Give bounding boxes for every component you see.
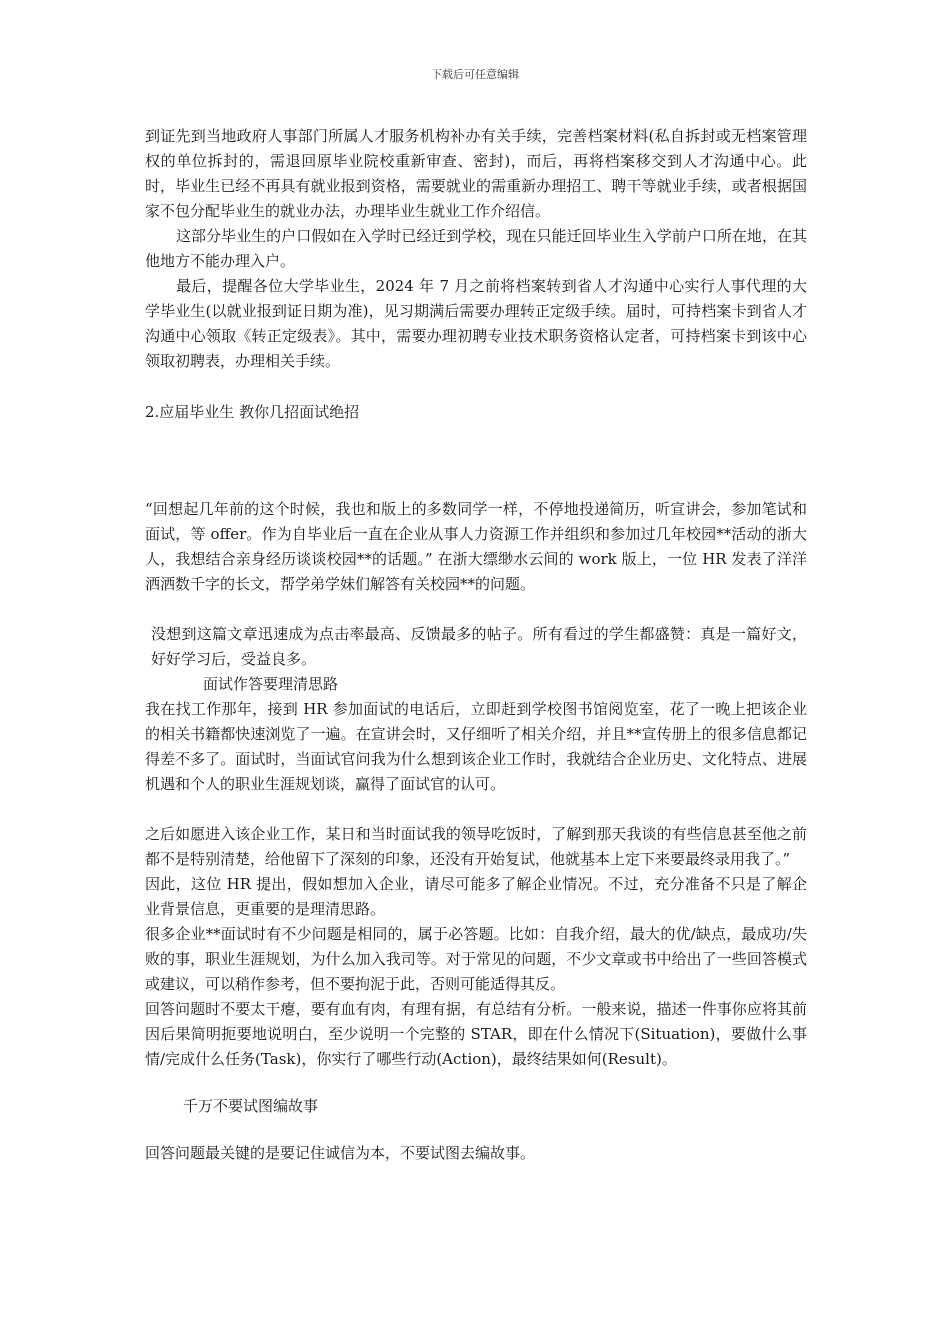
document-body [145, 124, 807, 1166]
paragraph: 最后，提醒各位大学毕业生，2024 年 7 月之前将档案转到省人才沟通中心实行人事代理的大学毕业生(以就业报到证日期为准)，见习期满后需要办理转正定级手续。届时，可持档案卡到省人才沟通中心领取《转正定级表》。其中，需要办理初聘专业技术职务资格认定者，可持档案卡到该中心领取初聘表，办理相关手续。 [145, 277, 807, 370]
section-title: 2.应届毕业生 教你几招面试绝招 [145, 403, 360, 421]
paragraph: 没想到这篇文章迅速成为点击率最高、反馈最多的帖子。所有看过的学生都盛赞：真是一篇好文，好好学习后，受益良多。 [151, 625, 807, 668]
paragraph: 之后如愿进入该企业工作，某日和当时面试我的领导吃饭时，了解到那天我谈的有些信息甚至他之前都不是特别清楚，给他留下了深刻的印象，还没有开始复试，他就基本上定下来要最终录用我了。” [145, 825, 807, 868]
paragraph: “回想起几年前的这个时候，我也和版上的多数同学一样，不停地投递简历，听宣讲会，参加笔试和面试，等 offer。作为自毕业后一直在企业从事人力资源工作并组织和参加过几年校园**活动的浙大人，我想结合亲身经历谈谈校园**的话题。” 在浙大缥缈水云间的 work 版上，一位 HR 发表了洋洋洒洒数千字的长文，帮学弟学妹们解答有关校园**的问题。 [145, 500, 807, 593]
paragraph: 很多企业**面试时有不少问题是相同的，属于必答题。比如：自我介绍，最大的优/缺点，最成功/失败的事，职业生涯规划，为什么加入我司等。对于常见的问题，不少文章或书中给出了一些回答模式或建议，可以稍作参考，但不要拘泥于此，否则可能适得其反。 [145, 925, 807, 993]
paragraph: 我在找工作那年，接到 HR 参加面试的电话后，立即赶到学校图书馆阅览室，花了一晚上把该企业的相关书籍都快速浏览了一遍。在宣讲会时，又仔细听了相关介绍，并且**宣传册上的很多信息都记得差不多了。面试时，当面试官问我为什么想到该企业工作时，我就结合企业历史、文化特点、进展机遇和个人的职业生涯规划谈，赢得了面试官的认可。 [145, 700, 807, 793]
page-header-note: 下载后可任意编辑 [431, 68, 519, 81]
paragraph: 这部分毕业生的户口假如在入学时已经迁到学校，现在只能迁回毕业生入学前户口所在地，在其他地方不能办理入户。 [145, 227, 807, 270]
subheading: 面试作答要理清思路 [203, 675, 339, 693]
paragraph: 因此，这位 HR 提出，假如想加入企业，请尽可能多了解企业情况。不过，充分准备不只是了解企业背景信息，更重要的是理清思路。 [145, 875, 807, 918]
subheading: 千万不要试图编故事 [183, 1097, 319, 1115]
paragraph: 到证先到当地政府人事部门所属人才服务机构补办有关手续，完善档案材料(私自拆封或无档案管理权的单位拆封的，需退回原毕业院校重新审查、密封)，而后，再将档案移交到人才沟通中心。此时，毕业生已经不再具有就业报到资格，需要就业的需重新办理招工、聘干等就业手续，或者根据国家不包分配毕业生的就业办法，办理毕业生就业工作介绍信。 [145, 127, 807, 220]
paragraph: 回答问题最关键的是要记住诚信为本，不要试图去编故事。 [145, 1144, 536, 1162]
paragraph: 回答问题时不要太干瘪，要有血有肉，有理有据，有总结有分析。一般来说，描述一件事你应将其前因后果简明扼要地说明白，至少说明一个完整的 STAR，即在什么情况下(Situation)，要做什么事情/完成什么任务(Task)，你实行了哪些行动(Action)，最终结果如何(Result)。 [145, 1000, 807, 1068]
